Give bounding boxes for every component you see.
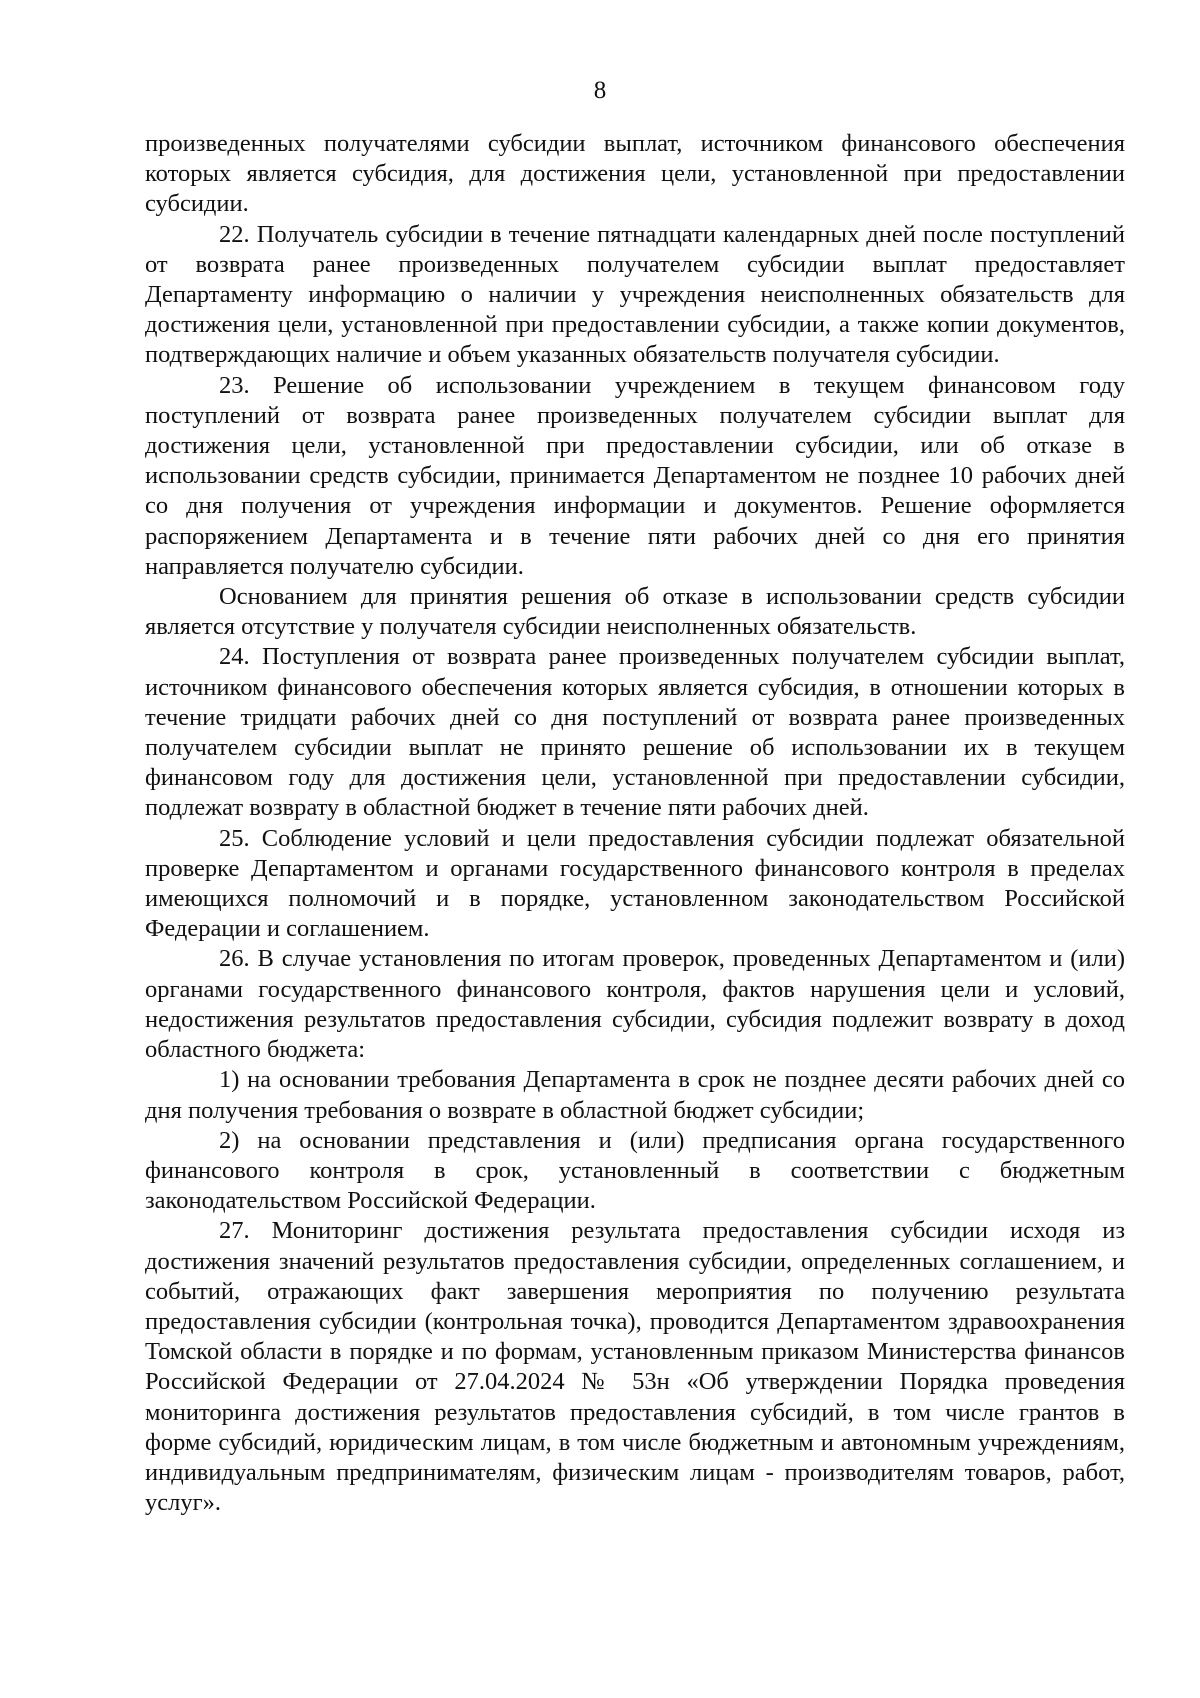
paragraph-24: 24. Поступления от возврата ранее произведенных получателем субсидии выплат, источником финансового обеспечения которых является субсидия, в отношении которых в течение тридцати рабочих дней со дня поступлений от возврата ранее произведенных получателем субсидии выплат не принято решение об использовании их в текущем финансовом году для достижения цели, установленной при предоставлении субсидии, подлежат возврату в областной бюджет в течение пяти рабочих дней. <box>145 643 1125 822</box>
paragraph-continuation: произведенных получателями субсидии выплат, источником финансового обеспечения которых является субсидия, для достижения цели, установленной при предоставлении субсидии. <box>145 130 1125 218</box>
paragraph-23: 23. Решение об использовании учреждением в текущем финансовом году поступлений от возврата ранее произведенных получателем субсидии выплат для достижения цели, установленной при предоставлении субсидии, или об отказе в использовании средств субсидии, принимается Департаментом не позднее 10 рабочих дней со дня получения от учреждения информации и документов. Решение оформляется распоряжением Департамента и в течение пяти рабочих дней со дня его принятия направляется получателю субсидии. <box>145 371 1125 580</box>
page-number: 8 <box>593 77 607 104</box>
paragraph-22: 22. Получатель субсидии в течение пятнадцати календарных дней после поступлений от возврата ранее произведенных получателем субсидии выплат предоставляет Департаменту информацию о наличии у учреждения неисполненных обязательств для достижения цели, установленной при предоставлении субсидии, а также копии документов, подтверждающих наличие и объем указанных обязательств получателя субсидии. <box>145 220 1125 369</box>
paragraph-26-item-2: 2) на основании представления и (или) предписания органа государственного финансового контроля в срок, установленный в соответствии с бюджетным законодательством Российской Федерации. <box>145 1126 1125 1215</box>
paragraph-27: 27. Мониторинг достижения результата предоставления субсидии исходя из достижения значений результатов предоставления субсидии, определенных соглашением, и событий, отражающих факт завершения мероприятия по получению результата предоставления субсидии (контрольная точка), проводится Департаментом здравоохранения Томской области в порядке и по формам, установленным приказом Министерства финансов Российской Федерации от 27.04.2024 № 53н «Об утверждении Порядка проведения мониторинга достижения результатов предоставления субсидий, в том числе грантов в форме субсидий, юридическим лицам, в том числе бюджетным и автономным учреждениям, индивидуальным предпринимателям, физическим лицам - производителям товаров, работ, услуг». <box>145 1217 1125 1517</box>
paragraph-refusal-basis: Основанием для принятия решения об отказе в использовании средств субсидии является отсутствие у получателя субсидии неисполненных обязательств. <box>145 583 1125 641</box>
paragraph-25: 25. Соблюдение условий и цели предоставления субсидии подлежат обязательной проверке Департаментом и органами государственного финансового контроля в пределах имеющихся полномочий и в порядке, установленном законодательством Российской Федерации и соглашением. <box>145 824 1125 943</box>
document-body <box>145 129 1125 1518</box>
paragraph-26-item-1: 1) на основании требования Департамента в срок не позднее десяти рабочих дней со дня получения требования о возврате в областной бюджет субсидии; <box>145 1066 1125 1124</box>
paragraph-26: 26. В случае установления по итогам проверок, проведенных Департаментом и (или) органами государственного финансового контроля, фактов нарушения цели и условий, недостижения результатов предоставления субсидии, субсидия подлежит возврату в доход областного бюджета: <box>145 945 1125 1064</box>
